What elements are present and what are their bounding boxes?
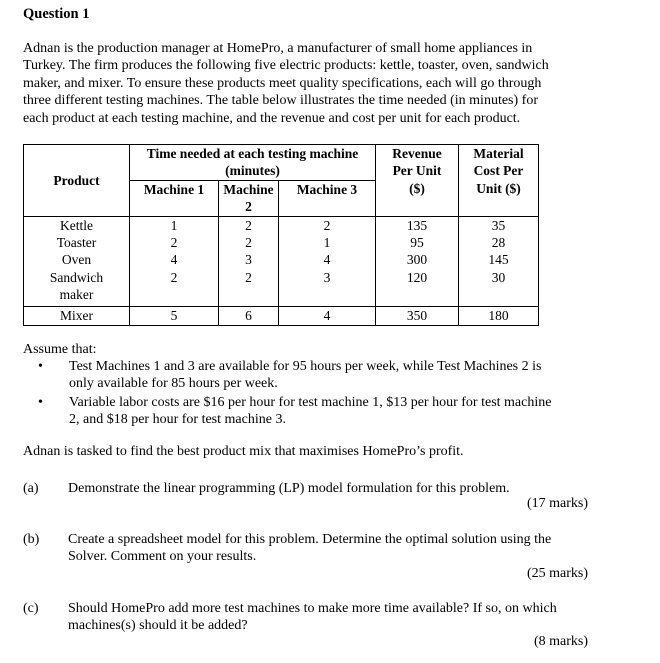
- bullet-line: Test Machines 1 and 3 are available for 95 hours per week, while Test Machines 2 is: [69, 359, 542, 374]
- product-name: Oven: [61, 252, 92, 268]
- task-statement: Adnan is tasked to find the best product mix that maximises HomePro’s profit.: [23, 444, 464, 459]
- cost-cell: 180: [459, 306, 539, 325]
- bullet-line: only available for 85 hours per week.: [69, 376, 278, 392]
- table-row: [24, 306, 539, 325]
- intro-line: each product at each testing machine, and the revenue and cost per unit for each product.: [23, 110, 521, 126]
- marks-b: (25 marks): [526, 566, 588, 581]
- machine-1-cell: 5: [130, 306, 219, 325]
- product-name: Sandwich: [49, 269, 104, 285]
- table-row: [24, 216, 539, 306]
- value: 300: [406, 252, 428, 268]
- intro-line: maker, and mixer. To ensure these products meet quality specifications, each will go through: [23, 75, 542, 91]
- value: 2: [170, 235, 178, 251]
- value: 1: [323, 235, 331, 251]
- intro-line: three different testing machines. The table below illustrates the time needed (in minutes) for: [23, 93, 538, 109]
- product-name: maker: [59, 287, 94, 303]
- value: 28: [491, 235, 506, 251]
- value: 120: [406, 269, 428, 285]
- value: 3: [323, 269, 331, 285]
- header-material-cost: [459, 145, 539, 217]
- bullet-symbol: •: [38, 359, 43, 374]
- header-time-line2: (minutes): [225, 163, 280, 179]
- question-line: Solver. Comment on your results.: [68, 549, 257, 565]
- value: 30: [491, 269, 506, 285]
- value: 135: [406, 217, 428, 233]
- machine-1-cell: [130, 216, 219, 306]
- revenue-cell: 350: [376, 306, 459, 325]
- product-cell: [24, 216, 130, 306]
- value: 2: [245, 269, 252, 285]
- value: 1: [170, 217, 178, 233]
- product-name: Kettle: [60, 217, 93, 233]
- machine-2-cell: [219, 216, 279, 306]
- testing-time-table: [23, 144, 539, 326]
- machine-3-cell: [279, 216, 376, 306]
- bullet-symbol: •: [38, 395, 43, 410]
- value: 2: [245, 235, 252, 251]
- value: 145: [488, 252, 509, 268]
- header-cost-line: Unit ($): [476, 180, 521, 196]
- intro-line: Adnan is the production manager at HomePro, a manufacturer of small home appliances in: [23, 41, 533, 56]
- machine-2-cell: 6: [219, 306, 279, 325]
- bullet-line: 2, and $18 per hour for test machine 3.: [69, 412, 286, 428]
- header-revenue-line: Per Unit: [392, 163, 442, 179]
- question-label: (a): [23, 481, 39, 496]
- header-machine-1: Machine 1: [130, 180, 219, 216]
- value: 4: [323, 252, 331, 268]
- header-machine-2-line: Machine: [223, 181, 274, 197]
- value: 2: [245, 217, 252, 233]
- header-machine-2: [219, 180, 279, 216]
- assume-label: Assume that:: [23, 342, 97, 357]
- value: 95: [410, 235, 424, 251]
- header-product: Product: [24, 145, 130, 217]
- header-machine-2-line: 2: [245, 199, 252, 215]
- header-revenue-line: ($): [409, 180, 425, 196]
- question-title: Question 1: [23, 6, 90, 22]
- marks-c: (8 marks): [533, 634, 588, 649]
- header-revenue-line: Revenue: [392, 146, 442, 161]
- product-name: Toaster: [56, 235, 97, 251]
- machine-3-cell: 4: [279, 306, 376, 325]
- header-cost-line: Material: [473, 146, 524, 161]
- value: 2: [170, 269, 178, 285]
- question-line: Should HomePro add more test machines to make more time available? If so, on which: [68, 601, 557, 616]
- header-machine-3: Machine 3: [279, 180, 376, 216]
- revenue-cell: [376, 216, 459, 306]
- question-line: machines(s) should it be added?: [68, 618, 248, 634]
- marks-a: (17 marks): [526, 496, 588, 511]
- header-time-line1: Time needed at each testing machine: [146, 146, 359, 161]
- bullet-line: Variable labor costs are $16 per hour for test machine 1, $13 per hour for test machine: [69, 395, 552, 410]
- question-label: (b): [23, 532, 40, 547]
- value: 4: [170, 252, 178, 268]
- header-revenue: [376, 145, 459, 217]
- cost-cell: [459, 216, 539, 306]
- question-line: Demonstrate the linear programming (LP) model formulation for this problem.: [68, 481, 510, 496]
- value: 2: [323, 217, 331, 233]
- product-name: Mixer: [24, 306, 130, 325]
- question-label: (c): [23, 601, 39, 616]
- value: 35: [491, 217, 506, 233]
- value: 3: [245, 252, 252, 268]
- intro-paragraph: [23, 40, 589, 127]
- header-cost-line: Cost Per: [473, 163, 524, 179]
- intro-line: Turkey. The firm produces the following five electric products: kettle, toaster, oven, sandwich: [23, 58, 549, 74]
- question-line: Create a spreadsheet model for this problem. Determine the optimal solution using the: [68, 532, 552, 547]
- header-time-needed: [130, 145, 376, 181]
